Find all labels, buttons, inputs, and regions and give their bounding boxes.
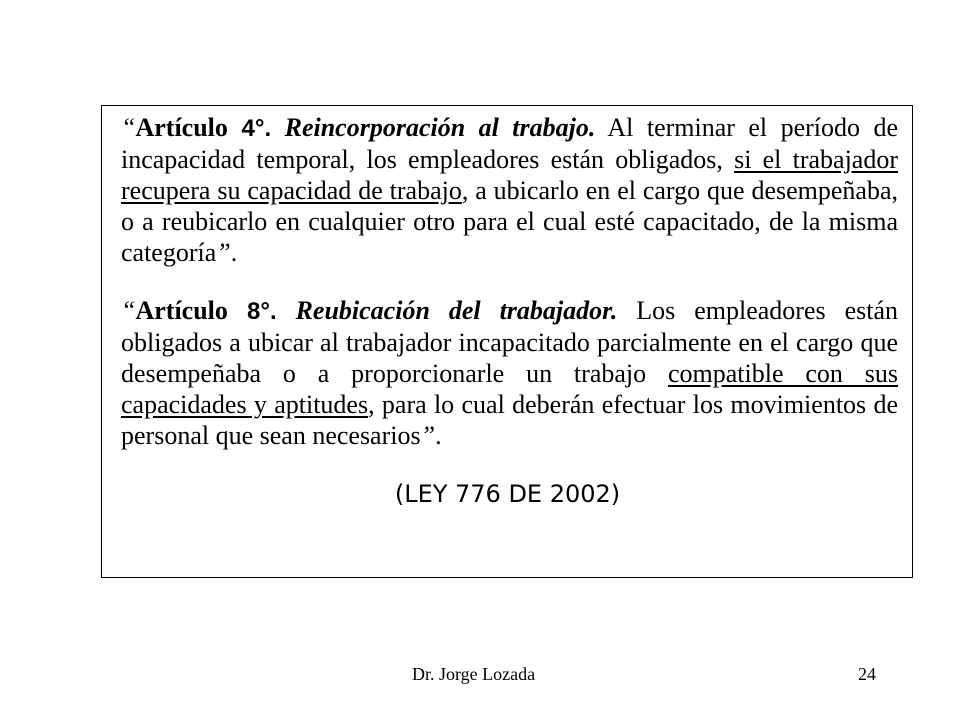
open-quote: “: [121, 113, 136, 142]
article-text-after: , para lo cual deberán efectuar los movimientos de personal que sean necesarios: [121, 390, 899, 450]
quote-box: [101, 105, 913, 578]
article-title: Reubicación del trabajador.: [276, 296, 618, 325]
article-text-after: , a ubicarlo en el cargo que desempeñaba, o a reubicarlo en cualquier otro para el cual esté capacitado, de la misma categoría: [121, 176, 898, 267]
article-label: Artículo: [135, 296, 228, 325]
article-underlined-text: si el trabajador recupera su capacidad de trabajo: [121, 145, 898, 205]
open-quote: “: [121, 296, 136, 325]
article-end: .: [435, 421, 442, 450]
article-title: Reincorporación al trabajo.: [271, 113, 596, 142]
close-quote: ”: [216, 238, 231, 267]
close-quote: ”: [420, 421, 436, 450]
article-end: .: [230, 238, 238, 267]
article-text-before: Los empleadores están obligados a ubicar al trabajador incapacitado parcialmente en el cargo que desempeñaba o a proporcionarle un trabajo: [121, 296, 898, 388]
article-number: [135, 115, 271, 142]
article-label: Artículo: [135, 113, 228, 142]
article-number-value: 4°.: [227, 115, 272, 142]
article-number-value: 8°.: [227, 298, 277, 325]
article-text-before: Al terminar el período de incapacidad temporal, los empleadores están obligados,: [121, 113, 899, 174]
article-8-paragraph: [121, 295, 898, 451]
page-number: 24: [858, 664, 876, 684]
footer-author: Dr. Jorge Lozada: [412, 664, 536, 684]
article-4-paragraph: [121, 112, 898, 268]
article-number: [135, 298, 276, 325]
law-reference: (LEY 776 DE 2002): [394, 480, 621, 508]
article-underlined-text: compatible con sus capacidades y aptitudes: [121, 359, 898, 419]
